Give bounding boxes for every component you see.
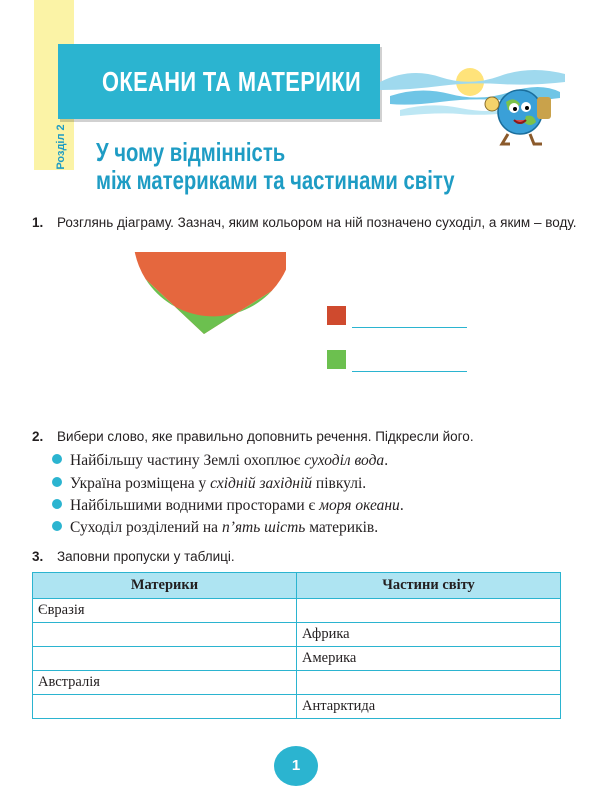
table-cell: Австралія [33,671,297,695]
legend-answer-line-2[interactable] [352,371,467,372]
table-cell: Америка [297,647,561,671]
column-header-continents: Материки [33,573,297,599]
sentence-item: Найбільшими водними просторами є моря океани. [52,496,404,516]
table-row [33,671,561,695]
table-row [33,623,561,647]
heading-line-2: між материками та частинами світу [96,165,455,195]
table-cell-blank[interactable] [33,623,297,647]
table-cell-blank[interactable] [297,671,561,695]
sentence-item: Україна розміщена у східній західній півкулі. [52,474,366,494]
table-cell: Африка [297,623,561,647]
title-banner [58,44,380,119]
page-number: 1 [274,746,318,786]
bullet-icon [52,499,62,509]
task-3-text: Заповни пропуски у таблиці. [57,549,235,564]
legend-swatch-1 [327,306,346,325]
word-choice[interactable]: п’ять шість [221,519,306,536]
table-cell-blank[interactable] [33,647,297,671]
table-cell: Антарктида [297,695,561,719]
continents-table [32,572,561,719]
sentence-item: Суходіл розділений на п’ять шість материків. [52,518,378,538]
heading-line-1: У чому відмінність [96,137,286,167]
land-water-pie-chart [122,252,286,416]
table-cell-blank[interactable] [33,695,297,719]
column-header-world-parts: Частини світу [297,573,561,599]
legend-answer-line-1[interactable] [352,327,467,328]
lesson-heading [96,138,455,194]
task-2-text: Вибери слово, яке правильно доповнить речення. Підкресли його. [57,429,474,444]
bullet-icon [52,477,62,487]
word-choice[interactable]: східній західній [210,475,313,492]
word-choice[interactable]: моря океани [319,497,400,514]
section-tab [50,126,72,168]
table-row [33,695,561,719]
table-row [33,599,561,623]
globe-character-icon [485,90,551,144]
task-2-number: 2. [32,429,44,444]
task-1-text: Розглянь діаграму. Зазнач, яким кольором на ній позначено суходіл, а яким – воду. [57,215,577,230]
sentence-item: Найбільшу частину Землі охоплює суходіл вода. [52,451,388,471]
table-header-row [33,573,561,599]
task-3-number: 3. [32,549,44,564]
table-row [33,647,561,671]
banner-title: ОКЕАНИ ТА МАТЕРИКИ [102,66,362,97]
section-label: Розділ 2 [55,124,67,170]
table-cell: Євразія [33,599,297,623]
legend-swatch-2 [327,350,346,369]
word-choice[interactable]: суходіл вода [304,452,385,469]
globe-mascot-illustration [380,52,570,152]
table-cell-blank[interactable] [297,599,561,623]
bullet-icon [52,521,62,531]
bullet-icon [52,454,62,464]
task-1-number: 1. [32,215,44,230]
